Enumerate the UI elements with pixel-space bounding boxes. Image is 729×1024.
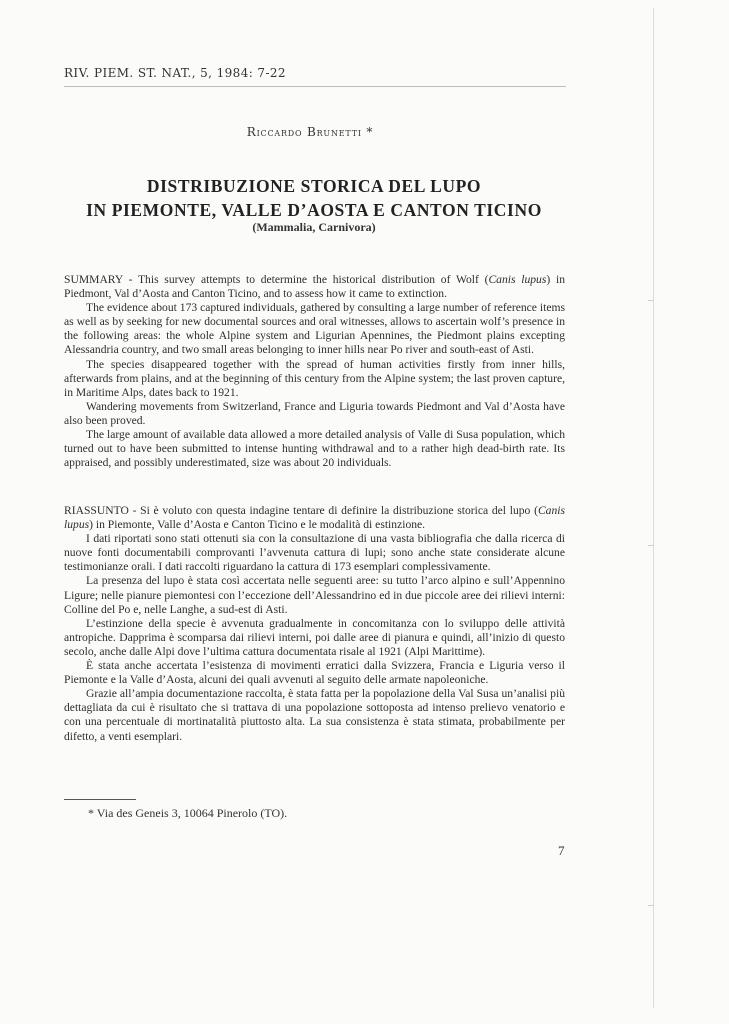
riassunto-paragraph: I dati riportati sono stati ottenuti sia con la consultazione di una vasta bibliografia che dalla ricerca di nuove fonti documentabili comprovanti l’avvenuta cattura di lupi; sono anche state considerate alcune testimonianze orali. I dati raccolti riguardano la cattura di 173 esemplari complessivamente. [64, 532, 565, 574]
scan-edge-tick [648, 905, 654, 906]
riassunto-lead: RIASSUNTO - Si è voluto con questa indagine tentare di definire la distribuzione storica del lupo ( [64, 504, 538, 517]
summary-paragraph: Wandering movements from Switzerland, France and Liguria towards Piedmont and Val d’Aosta have also been proved. [64, 399, 565, 427]
scan-edge-tick [648, 545, 654, 546]
summary-section [64, 273, 565, 470]
author-name: Riccardo Brunetti * [246, 125, 374, 139]
page-number: 7 [558, 843, 565, 858]
species-name: Canis lupus [488, 273, 547, 286]
footnote-rule [64, 799, 136, 800]
title-line-2: IN PIEMONTE, VALLE D’AOSTA E CANTON TICINO [86, 200, 542, 220]
scan-edge-tick [648, 300, 654, 301]
riassunto-paragraph: Grazie all’ampia documentazione raccolta, è stata fatta per la popolazione della Val Susa un’analisi più dettagliata da cui è risultato che si trattava di una popolazione sottoposta ad intenso prelievo venatorio e con una percentuale di mortinatalità piuttosto alta. La sua consistenza è stata stimata, probabilmente per difetto, a venti esemplari. [64, 687, 565, 743]
riassunto-section [64, 504, 565, 744]
riassunto-paragraph: L’estinzione della specie è avvenuta gradualmente in concomitanza con lo sviluppo delle attività antropiche. Dapprima è scomparsa dai rilievi interni, poi dalle aree di pianura e quindi, all’inizio di questo secolo, anche dalle Alpi dove l’ultima cattura documentata risale al 1921 (Alpi Marittime). [64, 616, 565, 658]
summary-lead: SUMMARY - This survey attempts to determine the historical distribution of Wolf ( [64, 273, 489, 286]
summary-paragraph: The species disappeared together with the spread of human activities firstly from inner hills, afterwards from plains, and at the beginning of this century from the Alpine system; the last proven capture, in Maritime Alps, dates back to 1921. [64, 357, 565, 399]
scan-edge-line [653, 8, 654, 1008]
journal-citation: RIV. PIEM. ST. NAT., 5, 1984: 7-22 [64, 66, 286, 80]
header-rule [64, 86, 566, 87]
article-subtitle: (Mammalia, Carnivora) [252, 220, 376, 234]
riassunto-paragraph: È stata anche accertata l’esistenza di movimenti erratici dalla Svizzera, Francia e Liguria verso il Piemonte e la Valle d’Aosta, alcuni dei quali avvenuti al seguito delle armate napoleoniche. [64, 659, 565, 687]
summary-paragraph: The evidence about 173 captured individuals, gathered by consulting a large number of reference items as well as by seeking for new documental sources and oral witnesses, allows to ascertain wolf’s presence in the following areas: the whole Alpine system and Ligurian Apennines, the Piedmont plains excepting Alessandria country, and two small areas belonging to inner hills near Po river and south-east of Asti. [64, 301, 565, 357]
article-title [64, 174, 564, 222]
riassunto-paragraph [64, 504, 565, 532]
footnote: * Via des Geneis 3, 10064 Pinerolo (TO). [88, 806, 288, 820]
title-line-1: DISTRIBUZIONE STORICA DEL LUPO [146, 176, 482, 196]
species-name: Canis lupus [64, 504, 565, 532]
summary-paragraph [64, 273, 565, 301]
riassunto-lead-end: ) in Piemonte, Valle d’Aosta e Canton Ticino e le modalità di estinzione. [89, 518, 426, 532]
summary-paragraph: The large amount of available data allowed a more detailed analysis of Valle di Susa population, which turned out to have been submitted to intense hunting withdrawal and to a rather high dead-birth rate. Its appraised, and possibly underestimated, size was about 20 individuals. [64, 428, 565, 470]
riassunto-paragraph: La presenza del lupo è stata così accertata nelle seguenti aree: su tutto l’arco alpino e sull’Appennino Ligure; nelle pianure piemontesi con l’eccezione dell’Alessandrino ed in due piccole aree dei rilievi interni: Colline del Po e, nelle Langhe, a sud-est di Asti. [64, 574, 565, 616]
summary-lead-end: ) in Piedmont, Val d’Aosta and Canton Ticino, and to assess how it came to extinction. [64, 273, 565, 301]
